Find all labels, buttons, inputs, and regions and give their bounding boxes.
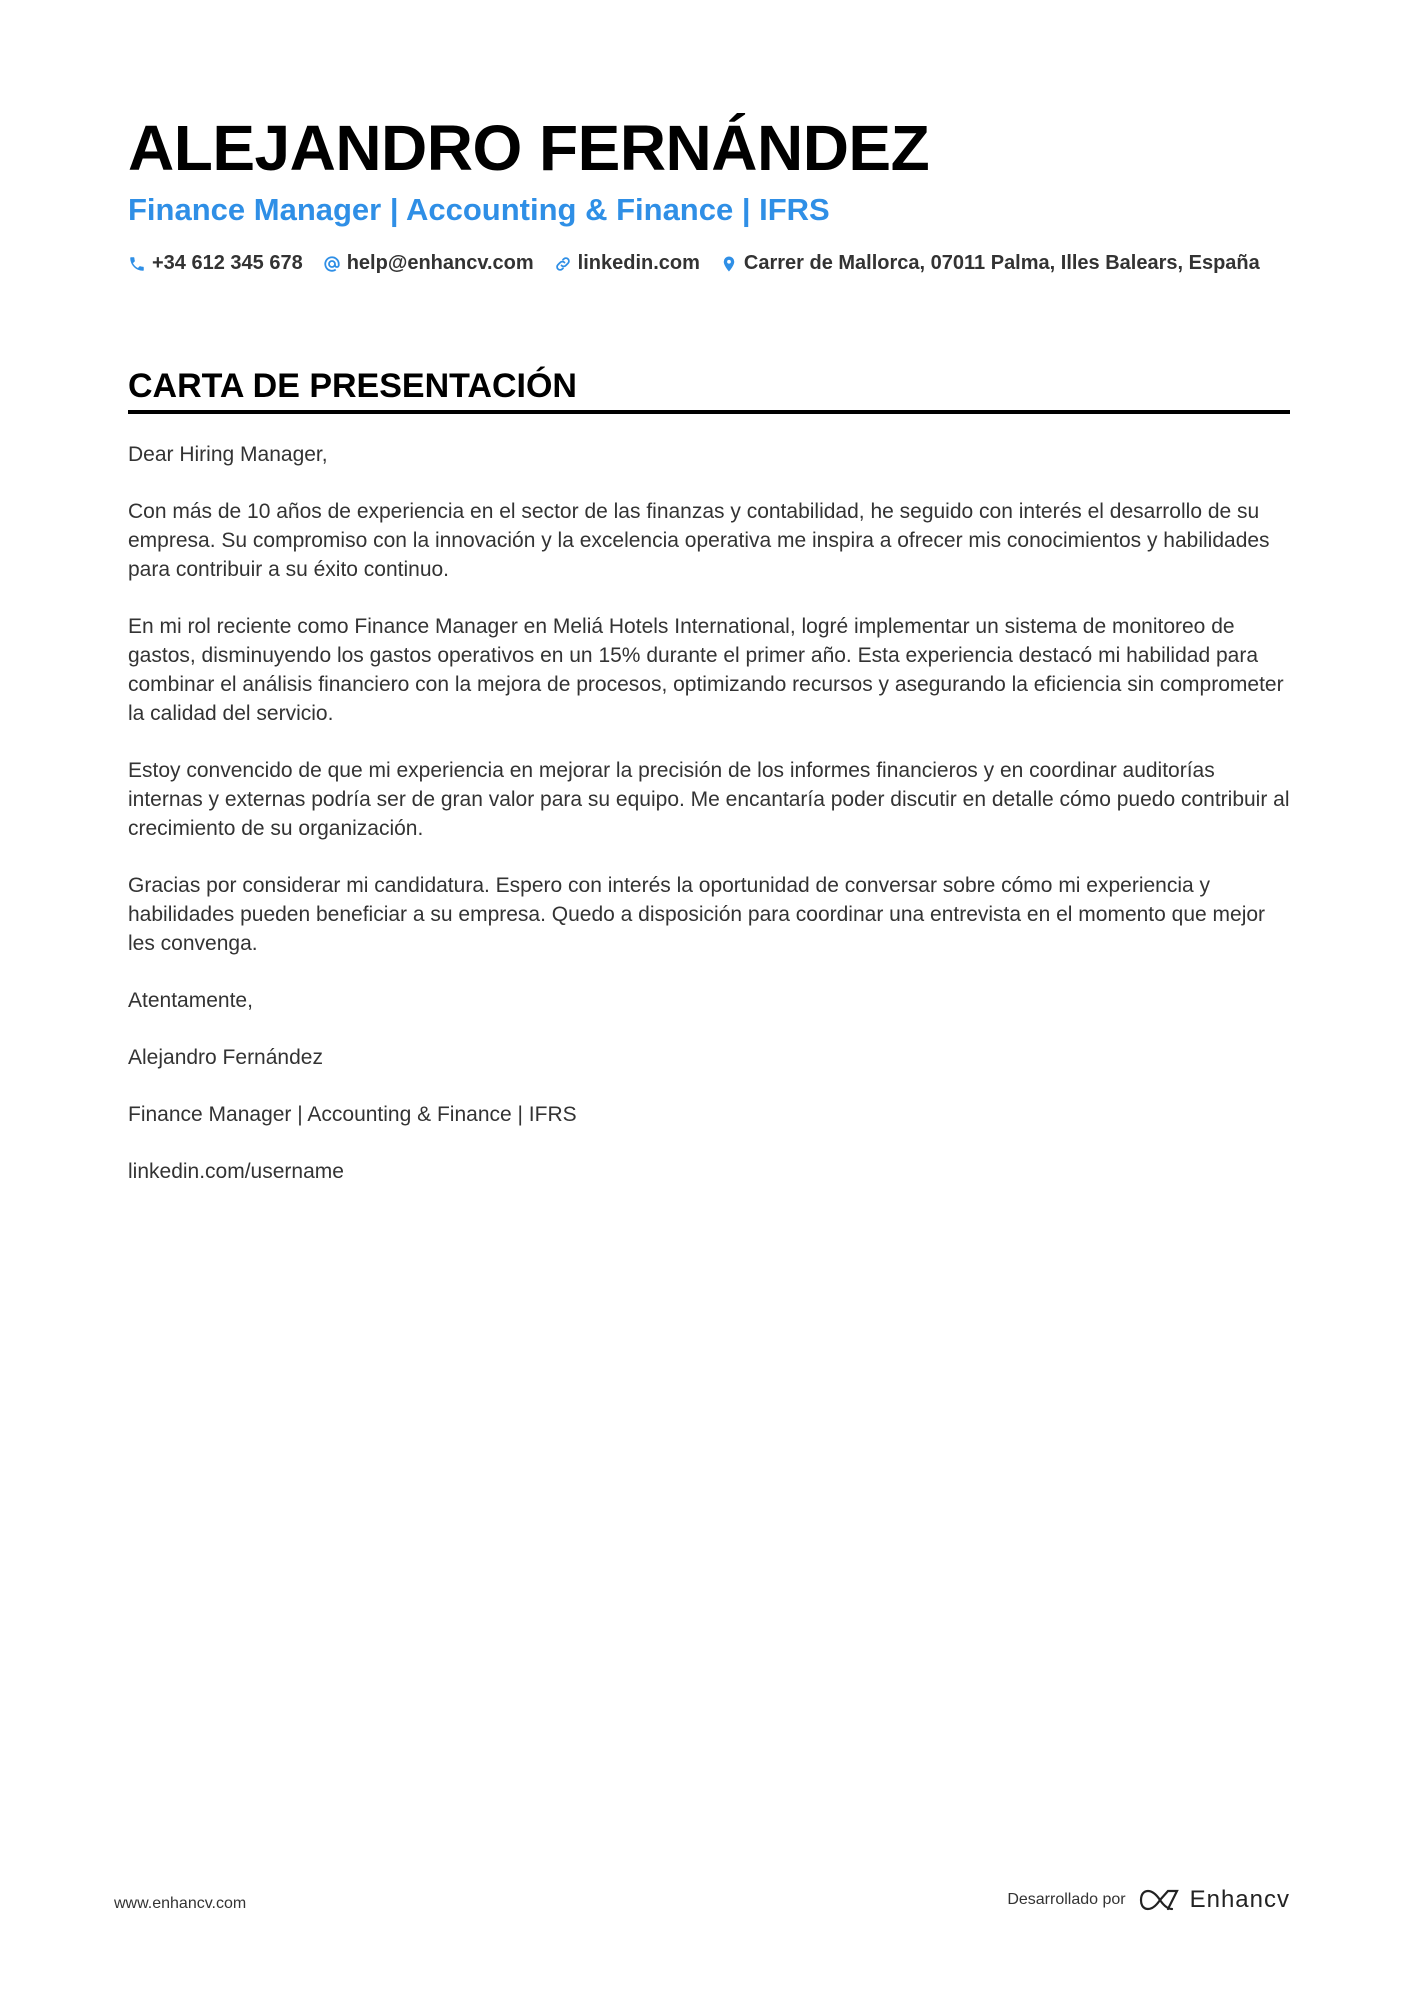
email-text: help@enhancv.com: [346, 252, 534, 274]
candidate-headline: Finance Manager | Accounting & Finance | IFRS: [128, 192, 830, 227]
letter-paragraph: En mi rol reciente como Finance Manager en Meliá Hotels International, logré implementar un sistema de monitoreo de gastos, disminuyendo los gastos operativos en un 15% durante el primer año. Esta experiencia destacó mi habilidad para combinar el análisis financiero con la mejora de procesos, optimizando recursos y asegurando la eficiencia sin comprometer la calidad del servicio.: [128, 615, 1284, 725]
signature-name: Alejandro Fernández: [128, 1046, 323, 1069]
map-pin-icon: [720, 255, 738, 273]
letter-paragraph: Gracias por considerar mi candidatura. Espero con interés la oportunidad de conversar sobre cómo mi experiencia y habilidades pueden beneficiar a su empresa. Quedo a disposición para coordinar una entrevista en el momento que mejor les convenga.: [128, 874, 1266, 955]
contact-linkedin[interactable]: [554, 252, 700, 275]
contact-location: [720, 252, 1260, 275]
contact-phone[interactable]: [128, 252, 303, 275]
signature-title: Finance Manager | Accounting & Finance | IFRS: [128, 1103, 577, 1126]
section-title: CARTA DE PRESENTACIÓN: [128, 367, 577, 405]
footer-branding: [1007, 1886, 1290, 1914]
letter-body: [128, 440, 1290, 1214]
brand-name: Enhancv: [1189, 1886, 1290, 1913]
letter-greeting: Dear Hiring Manager,: [128, 443, 328, 466]
footer-website[interactable]: www.enhancv.com: [114, 1895, 247, 1912]
candidate-name: ALEJANDRO FERNÁNDEZ: [128, 112, 930, 184]
at-icon: [323, 255, 341, 273]
section-divider: [128, 410, 1290, 414]
enhancv-logo[interactable]: [1138, 1886, 1290, 1914]
phone-text: +34 612 345 678: [152, 252, 303, 274]
contact-bar: [128, 252, 1260, 275]
letter-paragraph: Estoy convencido de que mi experiencia en mejorar la precisión de los informes financieros y en coordinar auditorías internas y externas podría ser de gran valor para su equipo. Me encantaría poder discutir en detalle cómo puedo contribuir al crecimiento de su organización.: [128, 759, 1290, 840]
signature-link[interactable]: linkedin.com/username: [128, 1160, 344, 1183]
linkedin-text: linkedin.com: [577, 252, 700, 274]
location-text: Carrer de Mallorca, 07011 Palma, Illes Balears, España: [743, 252, 1260, 274]
contact-email[interactable]: [323, 252, 534, 275]
phone-icon: [128, 255, 146, 273]
link-icon: [554, 255, 572, 273]
powered-by-label: Desarrollado por: [1007, 1891, 1126, 1908]
letter-closing: Atentamente,: [128, 989, 253, 1012]
letter-paragraph: Con más de 10 años de experiencia en el sector de las finanzas y contabilidad, he seguido con interés el desarrollo de su empresa. Su compromiso con la innovación y la excelencia operativa me inspira a ofrecer mis conocimientos y habilidades para contribuir a su éxito continuo.: [128, 500, 1270, 581]
infinity-logo-icon: [1138, 1887, 1182, 1913]
